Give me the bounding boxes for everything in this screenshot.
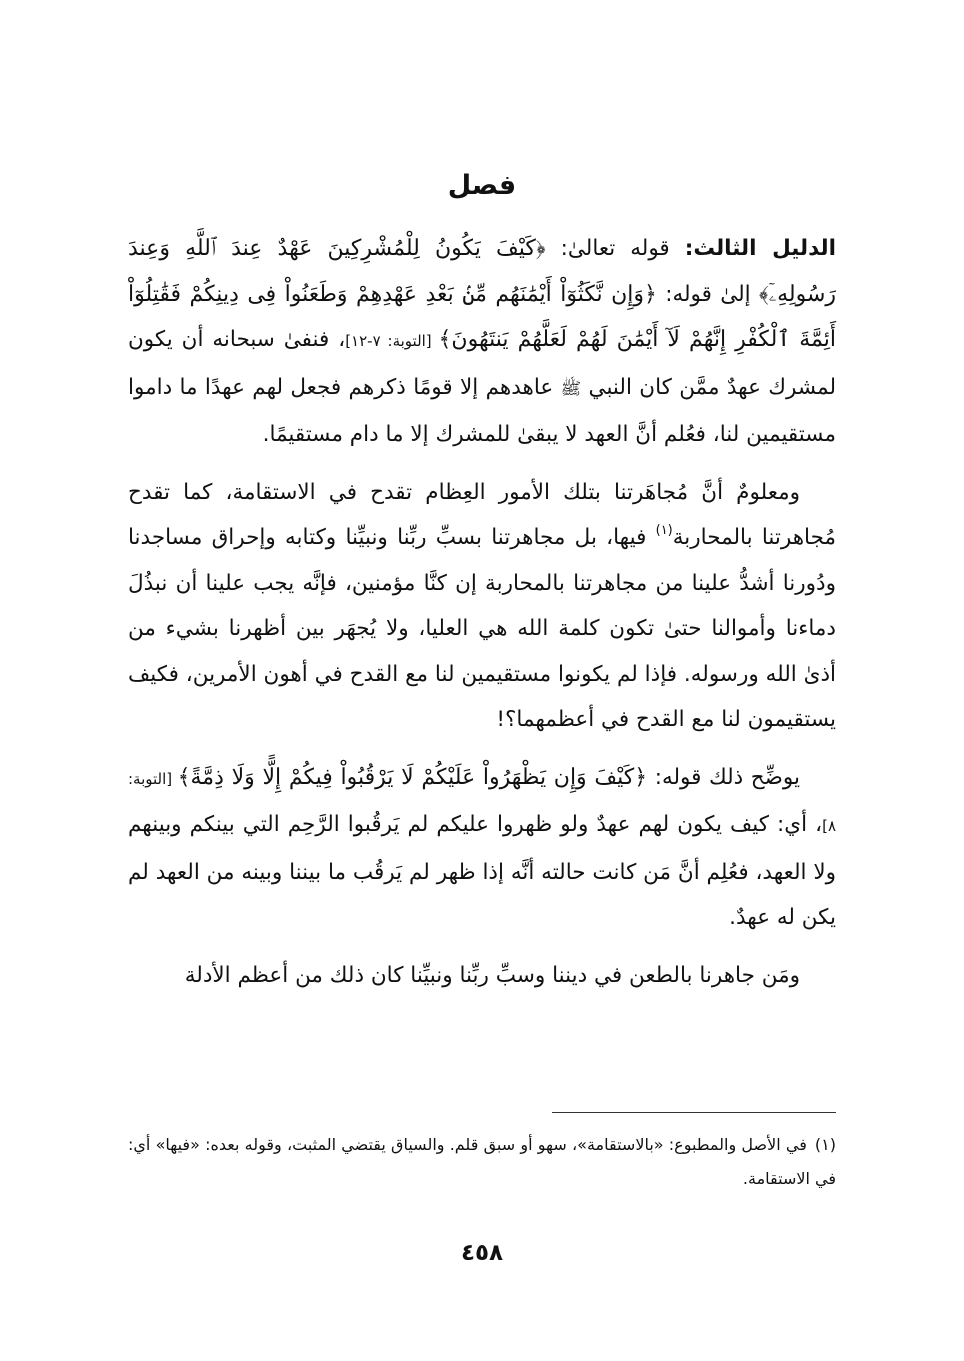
- quran-verse: ﴿وَإِن نَّكَثُوٓاْ أَيْمَٰنَهُم مِّنۢ بَعْدِ عَهْدِهِمْ وَطَعَنُواْ فِى دِينِكُمْ فَقَٰتِلُوٓاْ أَئِمَّةَ ٱلْكُفْرِ إِنَّهُمْ لَآ أَيْمَٰنَ لَهُمْ لَعَلَّهُمْ يَنتَهُونَ﴾: [128, 281, 837, 352]
- quran-verse: ﴿كَيْفَ يَكُونُ لِلْمُشْرِكِينَ عَهْدٌ عِندَ ٱللَّهِ وَعِندَ رَسُولِهِۦٓ﴾: [128, 236, 836, 307]
- main-text: [128, 226, 836, 1010]
- text-run: فيها، بل مجاهرتنا بسبِّ ربِّنا ونبيِّنا وكتابه وإحراق مساجدنا ودُورنا أشدُّ علينا من مجاهرتنا بالمحاربة إن كنَّا مؤمنين، فإنَّه يجب علينا أن نبذُلَ دماءنا وأموالنا حتىٰ تكون كلمة الله هي العليا، ولا يُجهَر بين أظهرنا بشيء من أذىٰ الله ورسوله. فإذا لم يكونوا مستقيمين لنا مع القدح في أهون الأمرين، فكيف يستقيمون لنا مع القدح في أعظمهما؟!: [128, 525, 836, 732]
- quran-verse: ﴿كَيْفَ وَإِن يَظْهَرُواْ عَلَيْكُمْ لَا يَرْقُبُواْ فِيكُمْ إِلًّا وَلَا ذِمَّةً﴾: [177, 764, 648, 790]
- footnote-text: في الأصل والمطبوع: «بالاستقامة»، سهو أو سبق قلم. والسياق يقتضي المثبت، وقوله بعده: «فيها» أي: في الاستقامة.: [128, 1135, 836, 1188]
- section-heading: فصل: [447, 170, 517, 201]
- verse-reference: [التوبة: ٨]: [128, 769, 836, 835]
- text-run: ومَن جاهرنا بالطعن في ديننا وسبِّ ربِّنا ونبيِّنا كان ذلك من أعظم الأدلة: [184, 962, 800, 988]
- footnote-marker[interactable]: (١): [655, 523, 673, 538]
- text-run: يوضِّح ذلك قوله:: [647, 764, 800, 790]
- text-run: ومعلومٌ أنَّ مُجاهَرتنا بتلك الأمور العِظام تقدح في الاستقامة، كما تقدح مُجاهرتنا بالمحاربة: [128, 479, 837, 550]
- verse-reference: [التوبة: ٧-١٢]: [345, 332, 439, 350]
- paragraph-1: [128, 226, 836, 458]
- paragraph-4: [128, 953, 836, 999]
- footnote-divider: [552, 1112, 836, 1113]
- text-run: إلىٰ قوله:: [656, 281, 759, 307]
- paragraph-2: [128, 470, 836, 743]
- paragraph-3: [128, 755, 836, 941]
- text-run: عاهدهم إلا قومًا ذكرهم فجعل لهم عهدًا ما داموا مستقيمين لنا، فعُلم أنَّ العهد لا يبقىٰ للمشرك إلا ما دام مستقيمًا.: [128, 374, 836, 447]
- text-run: ، فنفىٰ سبحانه أن يكون لمشرك عهدٌ ممَّن كان النبي: [128, 327, 837, 400]
- text-run: ، أي: كيف يكون لهم عهدٌ ولو ظهروا عليكم لم يَرقُبوا الرَّحِم التي بينكم وبينهم ولا العهد، فعُلِم أنَّ مَن كانت حالته أنَّه إذا ظهر لم يَرقُب ما بيننا وبينه من العهد لم يكن له عهدٌ.: [128, 812, 836, 930]
- footnote: [128, 1128, 836, 1196]
- text-run: قوله تعالىٰ:: [545, 236, 685, 261]
- page-number: ٤٥٨: [460, 1240, 504, 1266]
- evidence-label: الدليل الثالث:: [684, 236, 836, 261]
- salawat-glyph: ﷺ: [560, 378, 582, 399]
- footnote-number: (١): [814, 1135, 836, 1154]
